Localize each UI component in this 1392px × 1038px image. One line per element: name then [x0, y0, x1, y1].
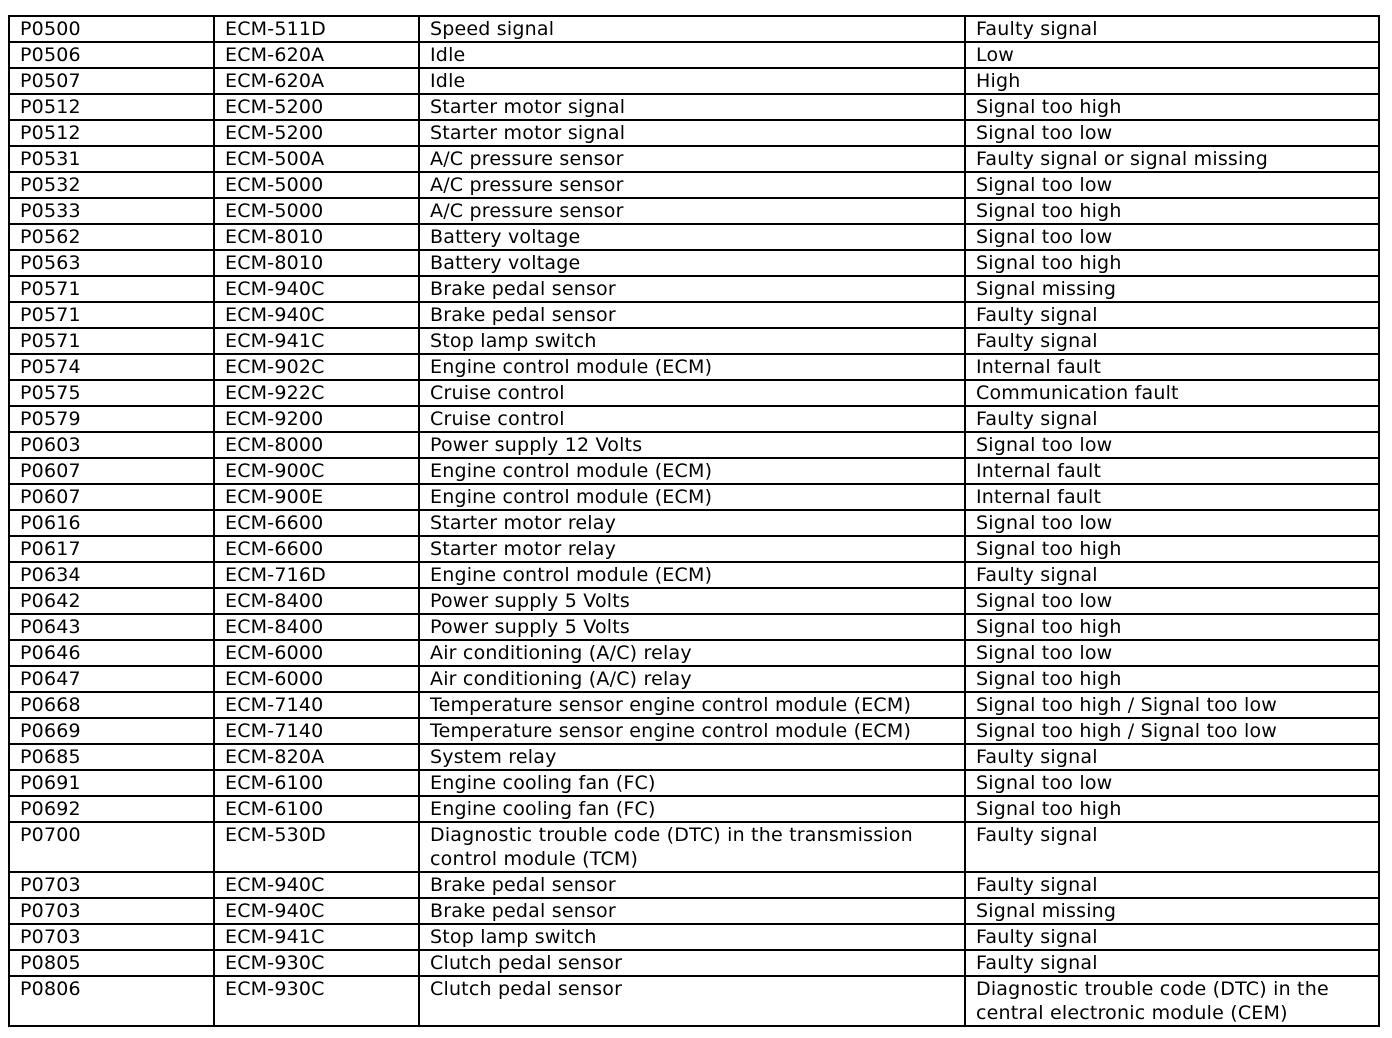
- ecm-code-cell: ECM-6000: [214, 666, 419, 692]
- ecm-code-cell: ECM-8000: [214, 432, 419, 458]
- ecm-code-cell: ECM-511D: [214, 16, 419, 42]
- fault-description-cell: Signal too low: [965, 120, 1379, 146]
- table-row: [9, 822, 1379, 872]
- ecm-code-cell: ECM-530D: [214, 822, 419, 872]
- ecm-code-cell: ECM-6600: [214, 510, 419, 536]
- fault-description-cell: Signal too low: [965, 640, 1379, 666]
- table-row: [9, 432, 1379, 458]
- ecm-code-cell: ECM-6100: [214, 770, 419, 796]
- dtc-code-cell: P0703: [9, 898, 214, 924]
- component-cell: Stop lamp switch: [419, 328, 965, 354]
- component-cell: Starter motor signal: [419, 94, 965, 120]
- fault-description-cell: Diagnostic trouble code (DTC) in the central electronic module (CEM): [965, 976, 1379, 1026]
- dtc-code-cell: P0575: [9, 380, 214, 406]
- ecm-code-cell: ECM-7140: [214, 718, 419, 744]
- component-cell: Brake pedal sensor: [419, 898, 965, 924]
- component-cell: A/C pressure sensor: [419, 146, 965, 172]
- table-row: [9, 744, 1379, 770]
- table-row: [9, 302, 1379, 328]
- ecm-code-cell: ECM-5000: [214, 198, 419, 224]
- table-row: [9, 976, 1379, 1026]
- table-row: [9, 510, 1379, 536]
- fault-description-cell: Faulty signal: [965, 406, 1379, 432]
- component-cell: A/C pressure sensor: [419, 198, 965, 224]
- dtc-code-cell: P0603: [9, 432, 214, 458]
- table-row: [9, 588, 1379, 614]
- ecm-code-cell: ECM-940C: [214, 276, 419, 302]
- ecm-code-cell: ECM-8010: [214, 250, 419, 276]
- component-cell: Engine control module (ECM): [419, 484, 965, 510]
- table-row: [9, 536, 1379, 562]
- component-cell: Starter motor signal: [419, 120, 965, 146]
- component-cell: Clutch pedal sensor: [419, 976, 965, 1026]
- dtc-table: [8, 15, 1380, 1027]
- dtc-code-cell: P0646: [9, 640, 214, 666]
- component-cell: Power supply 12 Volts: [419, 432, 965, 458]
- dtc-code-cell: P0700: [9, 822, 214, 872]
- table-row: [9, 796, 1379, 822]
- table-row: [9, 458, 1379, 484]
- dtc-code-cell: P0533: [9, 198, 214, 224]
- dtc-code-cell: P0643: [9, 614, 214, 640]
- ecm-code-cell: ECM-8010: [214, 224, 419, 250]
- component-cell: Diagnostic trouble code (DTC) in the transmission control module (TCM): [419, 822, 965, 872]
- dtc-code-cell: P0507: [9, 68, 214, 94]
- fault-description-cell: Signal too high: [965, 666, 1379, 692]
- table-row: [9, 68, 1379, 94]
- component-cell: Engine control module (ECM): [419, 458, 965, 484]
- fault-description-cell: Signal too low: [965, 224, 1379, 250]
- fault-description-cell: Internal fault: [965, 458, 1379, 484]
- ecm-code-cell: ECM-930C: [214, 976, 419, 1026]
- table-row: [9, 380, 1379, 406]
- ecm-code-cell: ECM-6100: [214, 796, 419, 822]
- fault-description-cell: Faulty signal: [965, 924, 1379, 950]
- dtc-code-cell: P0685: [9, 744, 214, 770]
- fault-description-cell: Signal too low: [965, 172, 1379, 198]
- component-cell: Speed signal: [419, 16, 965, 42]
- fault-description-cell: Faulty signal: [965, 872, 1379, 898]
- ecm-code-cell: ECM-6600: [214, 536, 419, 562]
- dtc-code-cell: P0616: [9, 510, 214, 536]
- table-row: [9, 120, 1379, 146]
- ecm-code-cell: ECM-922C: [214, 380, 419, 406]
- dtc-code-cell: P0617: [9, 536, 214, 562]
- fault-description-cell: Faulty signal: [965, 822, 1379, 872]
- component-cell: Battery voltage: [419, 250, 965, 276]
- dtc-code-cell: P0607: [9, 458, 214, 484]
- fault-description-cell: Internal fault: [965, 354, 1379, 380]
- ecm-code-cell: ECM-5000: [214, 172, 419, 198]
- table-row: [9, 42, 1379, 68]
- dtc-code-cell: P0500: [9, 16, 214, 42]
- table-row: [9, 198, 1379, 224]
- fault-description-cell: Signal too high: [965, 198, 1379, 224]
- table-row: [9, 718, 1379, 744]
- dtc-code-cell: P0531: [9, 146, 214, 172]
- dtc-code-cell: P0805: [9, 950, 214, 976]
- dtc-code-cell: P0574: [9, 354, 214, 380]
- ecm-code-cell: ECM-620A: [214, 42, 419, 68]
- ecm-code-cell: ECM-902C: [214, 354, 419, 380]
- component-cell: Cruise control: [419, 406, 965, 432]
- table-row: [9, 562, 1379, 588]
- ecm-code-cell: ECM-941C: [214, 924, 419, 950]
- component-cell: Engine cooling fan (FC): [419, 796, 965, 822]
- dtc-code-cell: P0668: [9, 692, 214, 718]
- component-cell: Power supply 5 Volts: [419, 588, 965, 614]
- component-cell: Temperature sensor engine control module (ECM): [419, 718, 965, 744]
- dtc-code-cell: P0669: [9, 718, 214, 744]
- ecm-code-cell: ECM-930C: [214, 950, 419, 976]
- fault-description-cell: Signal too low: [965, 588, 1379, 614]
- component-cell: Starter motor relay: [419, 510, 965, 536]
- ecm-code-cell: ECM-6000: [214, 640, 419, 666]
- dtc-code-cell: P0506: [9, 42, 214, 68]
- ecm-code-cell: ECM-620A: [214, 68, 419, 94]
- ecm-code-cell: ECM-941C: [214, 328, 419, 354]
- component-cell: System relay: [419, 744, 965, 770]
- dtc-code-cell: P0512: [9, 120, 214, 146]
- dtc-code-cell: P0512: [9, 94, 214, 120]
- component-cell: Clutch pedal sensor: [419, 950, 965, 976]
- component-cell: Brake pedal sensor: [419, 302, 965, 328]
- ecm-code-cell: ECM-940C: [214, 872, 419, 898]
- table-row: [9, 872, 1379, 898]
- table-row: [9, 276, 1379, 302]
- table-row: [9, 950, 1379, 976]
- table-row: [9, 354, 1379, 380]
- table-row: [9, 924, 1379, 950]
- component-cell: Engine cooling fan (FC): [419, 770, 965, 796]
- dtc-code-cell: P0703: [9, 872, 214, 898]
- ecm-code-cell: ECM-500A: [214, 146, 419, 172]
- dtc-code-cell: P0703: [9, 924, 214, 950]
- fault-description-cell: Internal fault: [965, 484, 1379, 510]
- ecm-code-cell: ECM-716D: [214, 562, 419, 588]
- dtc-code-cell: P0642: [9, 588, 214, 614]
- dtc-code-cell: P0691: [9, 770, 214, 796]
- component-cell: Cruise control: [419, 380, 965, 406]
- ecm-code-cell: ECM-8400: [214, 588, 419, 614]
- component-cell: A/C pressure sensor: [419, 172, 965, 198]
- dtc-code-cell: P0634: [9, 562, 214, 588]
- fault-description-cell: Signal too high: [965, 94, 1379, 120]
- table-row: [9, 666, 1379, 692]
- fault-description-cell: Communication fault: [965, 380, 1379, 406]
- fault-description-cell: Faulty signal or signal missing: [965, 146, 1379, 172]
- component-cell: Air conditioning (A/C) relay: [419, 666, 965, 692]
- component-cell: Battery voltage: [419, 224, 965, 250]
- fault-description-cell: Signal too high: [965, 536, 1379, 562]
- table-row: [9, 94, 1379, 120]
- fault-description-cell: Signal missing: [965, 276, 1379, 302]
- dtc-code-cell: P0571: [9, 328, 214, 354]
- ecm-code-cell: ECM-7140: [214, 692, 419, 718]
- dtc-code-cell: P0607: [9, 484, 214, 510]
- fault-description-cell: Faulty signal: [965, 744, 1379, 770]
- fault-description-cell: Signal missing: [965, 898, 1379, 924]
- component-cell: Temperature sensor engine control module (ECM): [419, 692, 965, 718]
- table-row: [9, 692, 1379, 718]
- table-row: [9, 172, 1379, 198]
- table-row: [9, 146, 1379, 172]
- fault-description-cell: Signal too low: [965, 770, 1379, 796]
- dtc-code-cell: P0692: [9, 796, 214, 822]
- dtc-code-cell: P0563: [9, 250, 214, 276]
- fault-description-cell: Signal too high: [965, 614, 1379, 640]
- dtc-code-cell: P0562: [9, 224, 214, 250]
- table-row: [9, 898, 1379, 924]
- component-cell: Engine control module (ECM): [419, 562, 965, 588]
- fault-description-cell: Faulty signal: [965, 16, 1379, 42]
- fault-description-cell: Faulty signal: [965, 562, 1379, 588]
- component-cell: Starter motor relay: [419, 536, 965, 562]
- fault-description-cell: Signal too low: [965, 510, 1379, 536]
- table-row: [9, 406, 1379, 432]
- table-row: [9, 770, 1379, 796]
- ecm-code-cell: ECM-900C: [214, 458, 419, 484]
- ecm-code-cell: ECM-940C: [214, 302, 419, 328]
- table-row: [9, 328, 1379, 354]
- table-row: [9, 640, 1379, 666]
- fault-description-cell: Signal too high: [965, 796, 1379, 822]
- table-row: [9, 614, 1379, 640]
- dtc-table-body: [9, 16, 1379, 1026]
- fault-description-cell: Signal too high: [965, 250, 1379, 276]
- table-row: [9, 224, 1379, 250]
- fault-description-cell: Faulty signal: [965, 950, 1379, 976]
- dtc-code-cell: P0571: [9, 302, 214, 328]
- table-row: [9, 250, 1379, 276]
- fault-description-cell: Low: [965, 42, 1379, 68]
- fault-description-cell: Signal too low: [965, 432, 1379, 458]
- dtc-code-cell: P0579: [9, 406, 214, 432]
- fault-description-cell: High: [965, 68, 1379, 94]
- ecm-code-cell: ECM-9200: [214, 406, 419, 432]
- component-cell: Power supply 5 Volts: [419, 614, 965, 640]
- fault-description-cell: Signal too high / Signal too low: [965, 692, 1379, 718]
- ecm-code-cell: ECM-5200: [214, 120, 419, 146]
- dtc-code-cell: P0532: [9, 172, 214, 198]
- ecm-code-cell: ECM-940C: [214, 898, 419, 924]
- component-cell: Air conditioning (A/C) relay: [419, 640, 965, 666]
- dtc-code-cell: P0571: [9, 276, 214, 302]
- fault-description-cell: Faulty signal: [965, 328, 1379, 354]
- dtc-code-cell: P0806: [9, 976, 214, 1026]
- fault-description-cell: Signal too high / Signal too low: [965, 718, 1379, 744]
- component-cell: Idle: [419, 42, 965, 68]
- table-row: [9, 16, 1379, 42]
- ecm-code-cell: ECM-820A: [214, 744, 419, 770]
- component-cell: Brake pedal sensor: [419, 872, 965, 898]
- component-cell: Idle: [419, 68, 965, 94]
- component-cell: Stop lamp switch: [419, 924, 965, 950]
- ecm-code-cell: ECM-5200: [214, 94, 419, 120]
- dtc-code-cell: P0647: [9, 666, 214, 692]
- ecm-code-cell: ECM-900E: [214, 484, 419, 510]
- component-cell: Brake pedal sensor: [419, 276, 965, 302]
- table-row: [9, 484, 1379, 510]
- fault-description-cell: Faulty signal: [965, 302, 1379, 328]
- ecm-code-cell: ECM-8400: [214, 614, 419, 640]
- component-cell: Engine control module (ECM): [419, 354, 965, 380]
